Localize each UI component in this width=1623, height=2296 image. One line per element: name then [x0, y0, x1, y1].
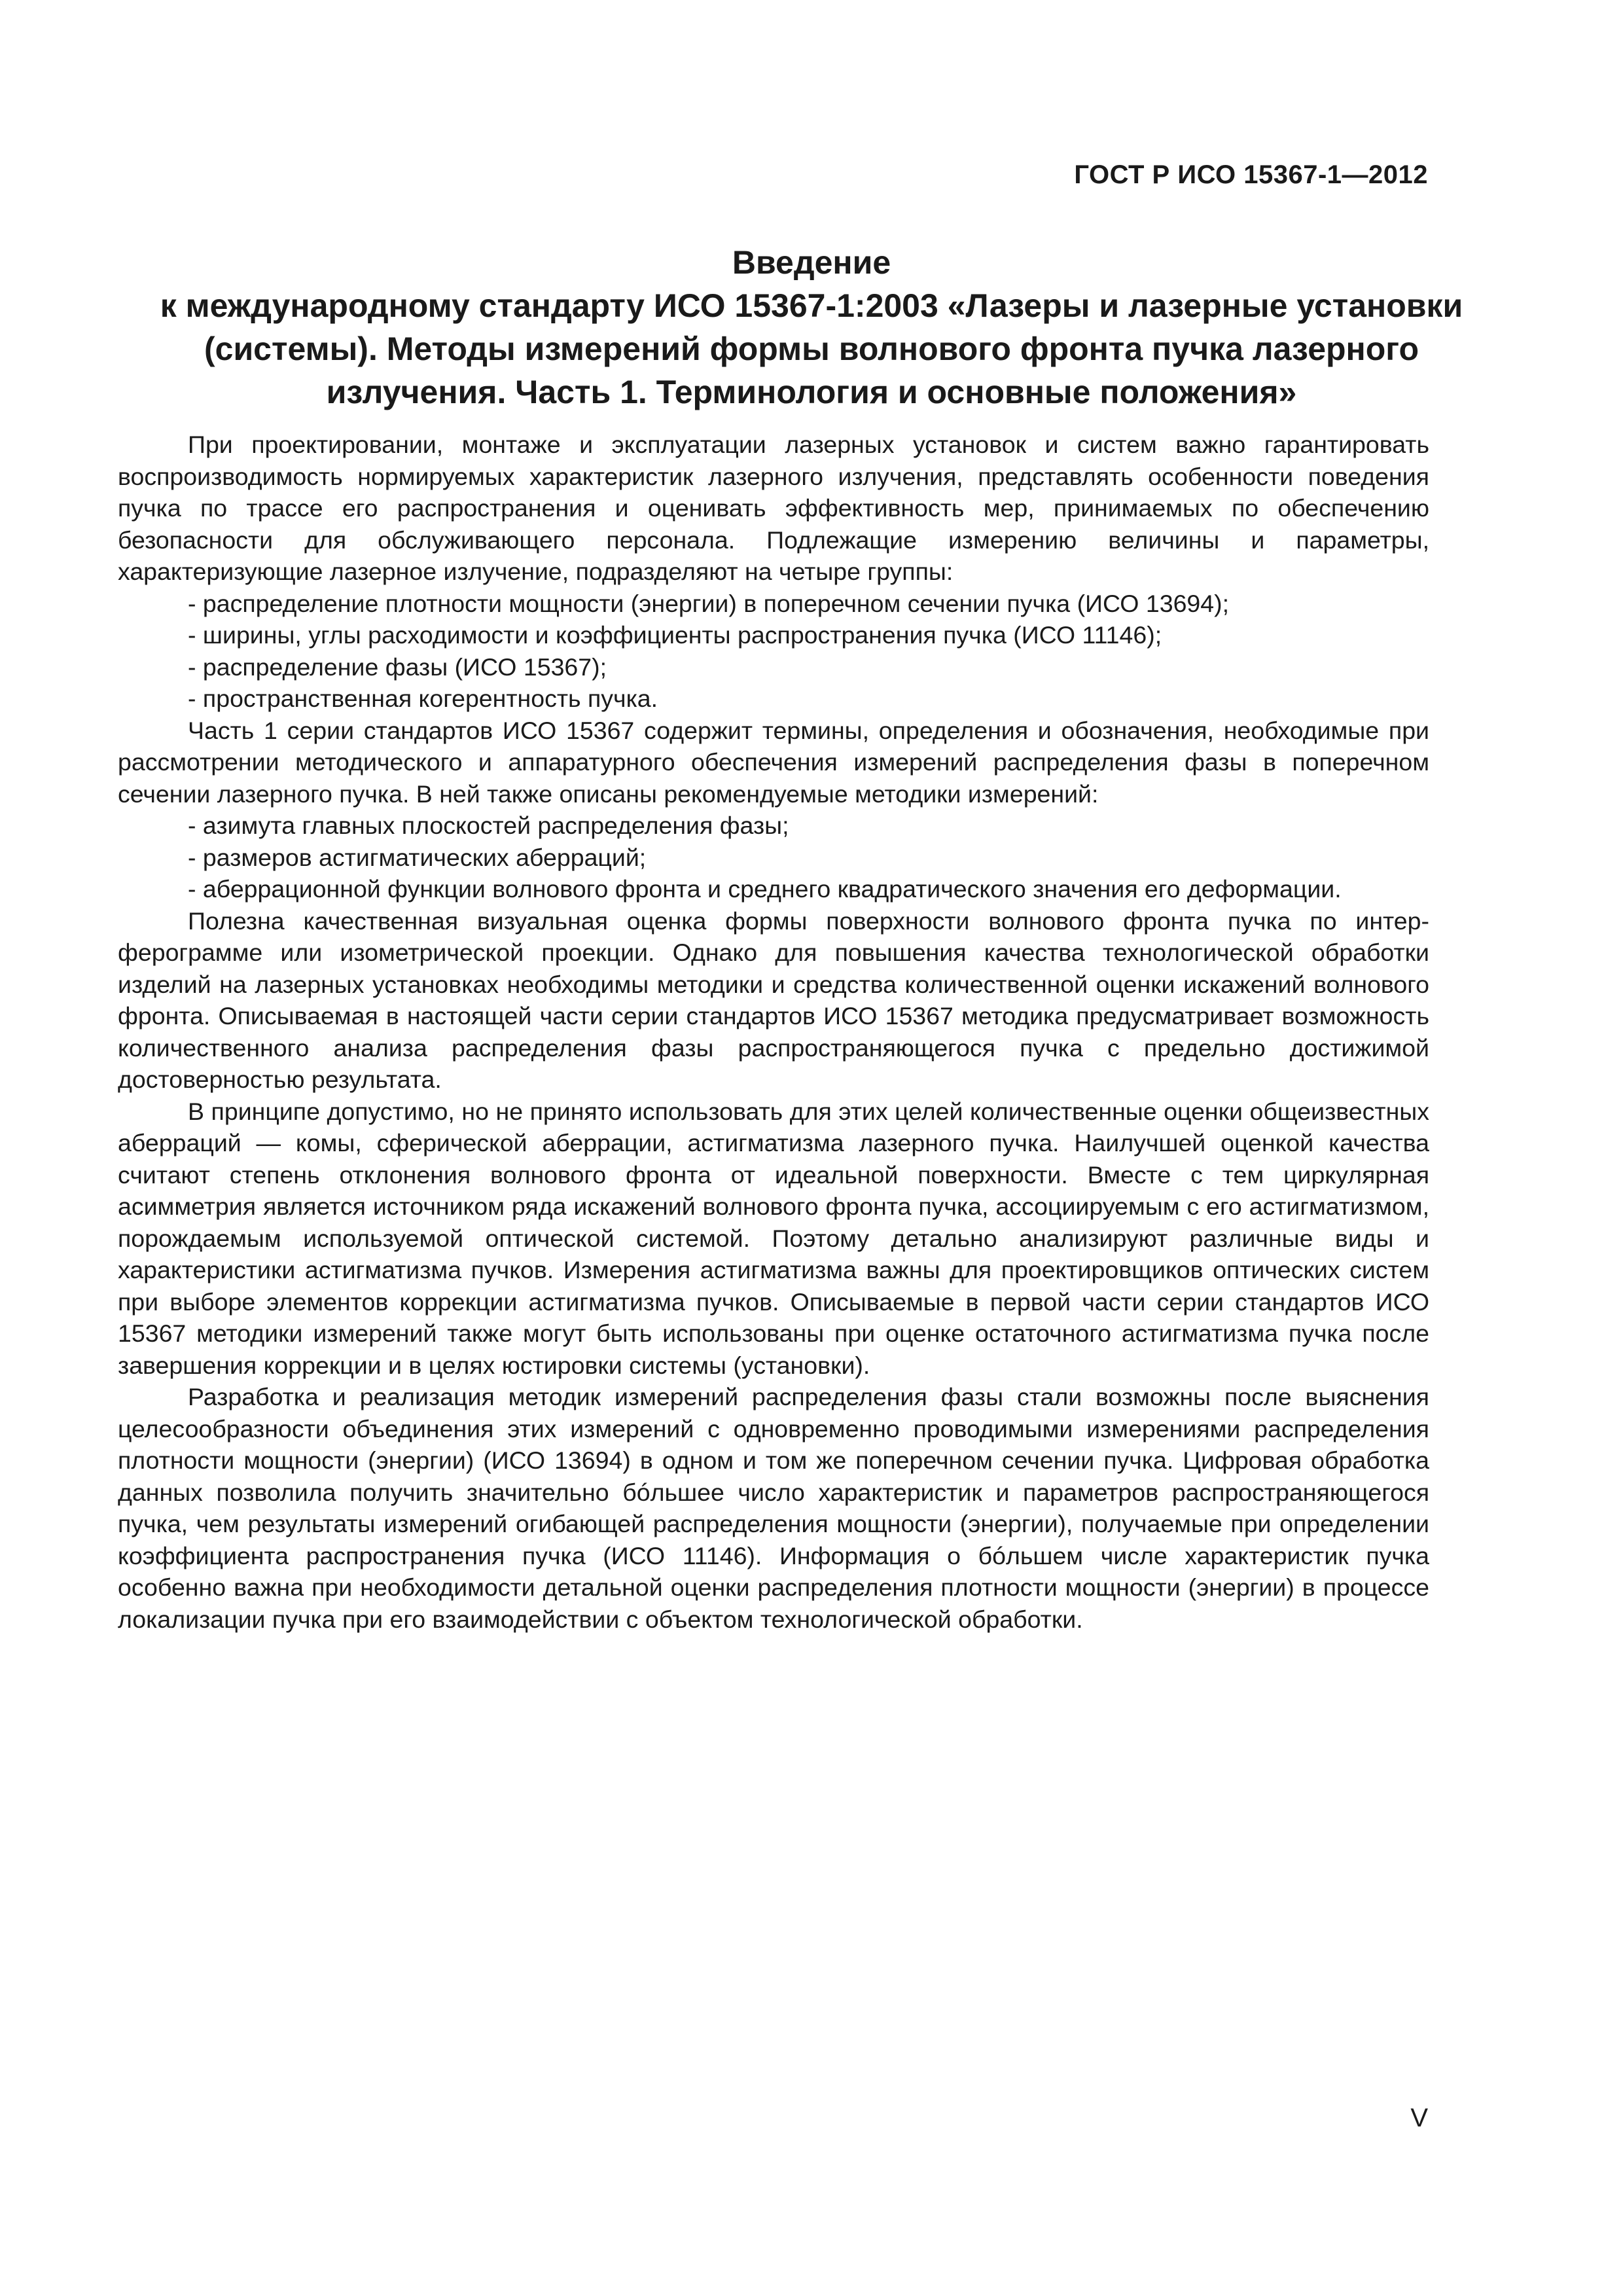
document-code: ГОСТ Р ИСО 15367-1—2012 [1074, 160, 1428, 189]
paragraph-4: В принципе допустимо, но не принято использовать для этих целей количественные оценки общеизвестных аберраций — комы, сферической аберрации, астигматизма лазерного пучка. Наилучшей оценкой качества считают степень отклонения волнового фронта от идеальной поверхности. Вместе с тем циркулярная асимметрия является источником ряда искажений волнового фронта пучка, ассоциируемым с его астигматизмом, порождаемым используемой оптической системой. Поэтому детально анализируют различные виды и характеристики астигматизма пучков. Измерения астигматизма важны для проектировщиков оптических систем при выборе элементов коррекции астигматизма пучков. Описываемые в первой части серии стандартов ИСО 15367 методики измерений также могут быть использованы при оценке остаточного астигматизма пучка после завершения коррекции и в целях юстировки системы (установки). [118, 1097, 1429, 1379]
list-item: - размеров астигматических аберраций; [188, 843, 647, 871]
list-item: - пространственная когерентность пучка. [188, 685, 658, 712]
title-line-2: к международному стандарту ИСО 15367-1:2003 «Лазеры и лазерные установки [160, 287, 1463, 324]
paragraph-5: Разработка и реализация методик измерений распределения фазы стали возможны после выяснения целесообразности объединения этих измерений с одновременно проводимыми измерениями распределения плотности мощности (энергии) (ИСО 13694) в одном и том же поперечном сечении пучка. Цифровая обработка данных позволила получить значительно бóльшее число характеристик и параметров распространяющегося пучка, чем результаты измерений огибающей распределения мощности (энергии), получаемые при определении коэффициента распространения пучка (ИСО 11146). Информация о бóльшем числе характеристик пучка особенно важна при необходимости детальной оценки распределения плотности мощности (энергии) в процессе локализации пучка при его взаимодействии с объектом технологической обработки. [118, 1383, 1429, 1633]
list-item: - аберрационной функции волнового фронта и среднего квадратического значения его деформации. [188, 875, 1342, 903]
title-line-3: (системы). Методы измерений формы волнового фронта пучка лазерного [204, 331, 1419, 367]
paragraph-2: Часть 1 серии стандартов ИСО 15367 содержит термины, определения и обозначения, необходимые при рассмотрении методического и аппаратурного обеспечения измерений распределения фазы в поперечном сечении лазерного пучка. В ней также описаны рекомендуемые методики измерений: [118, 716, 1429, 808]
list-item: - ширины, углы расходимости и коэффициенты распространения пучка (ИСО 11146); [188, 621, 1162, 649]
title-line-1: Введение [732, 244, 891, 281]
body-text [118, 429, 1429, 1635]
title-line-4: излучения. Часть 1. Терминология и основные положения» [326, 374, 1297, 410]
list-item: - распределение плотности мощности (энергии) в поперечном сечении пучка (ИСО 13694); [188, 589, 1230, 617]
page-number: V [1410, 2104, 1428, 2132]
list-item: - распределение фазы (ИСО 15367); [188, 653, 607, 681]
section-title [118, 241, 1505, 414]
paragraph-1: При проектировании, монтаже и эксплуатации лазерных установок и систем важно гарантировать воспроизводимость нормируемых характеристик лазерного излучения, представлять особенности поведения пучка по трассе его распространения и оценивать эффективность мер, принимаемых по обеспечению безопасности для обслуживающего персонала. Подлежащие измерению величины и параметры, характеризующие лазерное излучение, подразделяют на четыре группы: [118, 431, 1429, 585]
list-item: - азимута главных плоскостей распределения фазы; [188, 812, 789, 839]
paragraph-3: Полезна качественная визуальная оценка формы поверхности волнового фронта пучка по интерферограмме или изометрической проекции. Однако для повышения качества технологической обработки изделий на лазерных установках необходимы методики и средства количественной оценки искажений волнового фронта. Описываемая в настоящей части серии стандартов ИСО 15367 методика предусматривает возможность количественного анализа распределения фазы распространяющегося пучка с предельно достижимой достоверностью результата. [118, 906, 1429, 1093]
